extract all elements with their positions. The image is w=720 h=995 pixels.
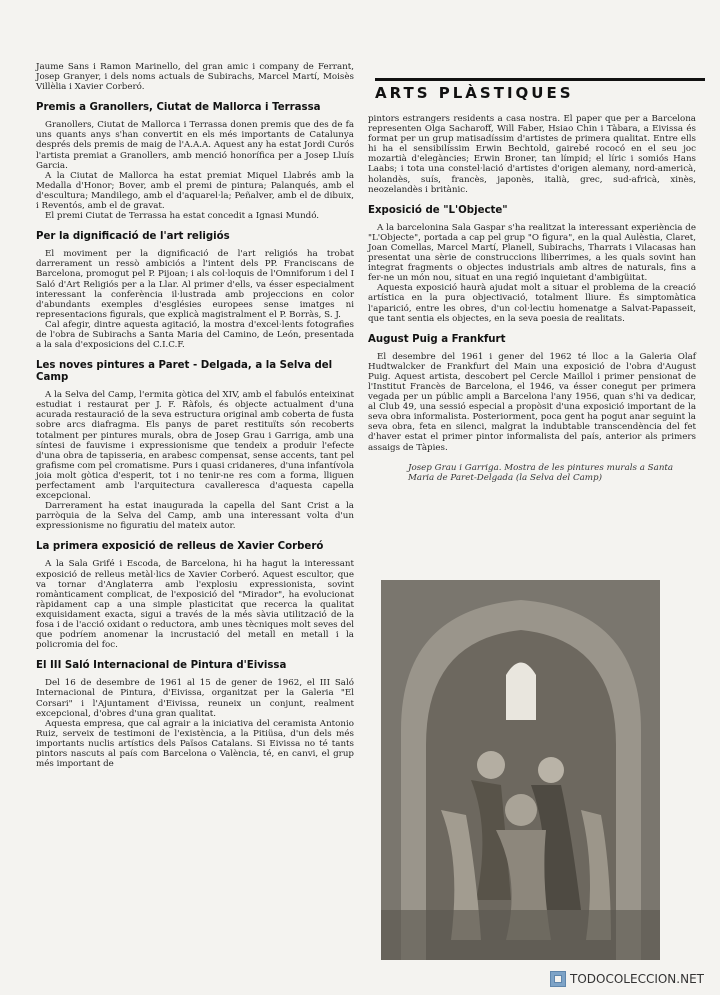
heading-art-religios: Per la dignificació de l'art religiós [36,231,230,243]
footer [0,965,720,995]
watermark-logo [550,971,704,987]
paragraph: El moviment per la dignificació de l'art religiós ha trobat darrerament un ressò ambiciós a l'intent dels PP. Franciscans de Barcelona, promogut pel P. Pijoan; i als col·loquis de l'Omniforum i del I Saló d'Art Religiós per a la Llar. Al primer d'ells, va ésser especialment interessant la conferència il·lustrada amb projeccions en color d'abundants exemples d'esglésies europees sense imatges ni representacions figurals, que explicà magistralment el P. Borràs, S. J. [36,249,354,320]
heading-salo-eivissa: El III Saló Internacional de Pintura d'Eivissa [36,660,287,672]
photo-caption: Josep Grau i Garriga. Mostra de les pintures murals a Santa Maria de Paret-Delgada (la Selva del Camp) [408,462,674,484]
left-column [36,62,354,769]
heading-august-puig: August Puig a Frankfurt [368,333,506,345]
logo-icon [550,971,566,987]
paragraph: Cal afegir, dintre aquesta agitació, la mostra d'excel·lents fotografies de l'obra de Subirachs a Santa Maria del Camino, de León, presentada a la sala d'exposicions del C.I.C.F. [36,319,354,351]
watermark-text: TODOCOLECCION.NET [570,972,704,986]
heading-paret-delgada: Les noves pintures a Paret - Delgada, a la Selva del Camp [36,360,333,384]
paragraph: El desembre del 1961 i gener del 1962 té lloc a la Galeria Olaf Hudtwalcker de Frankfurt del Main una exposició de l'obra d'August Puig. Aquest artista, descobert pel Cercle Maillol i primer pensionat de l'Institut Francès de Barcelona, el 1946, va ésser conegut per primera vegada per un públic ampli a Barcelona l'any 1956, quan s'hi va dedicar, al Club 49, una sessió especial a propòsit d'una exposició important de la seva obra informalista. Posteriorment, poca gent ha pogut anar seguint la seva obra, feta en silenci, malgrat la indubtable transcendència del fet d'haver estat el primer pintor informalista del país, anterior als primers assaigs de Tàpies. [368,351,696,453]
heading-premis: Premis a Granollers, Ciutat de Mallorca i Terrassa [36,102,321,114]
mural-photo-image [381,580,660,960]
paragraph: El premi Ciutat de Terrassa ha estat concedit a Ignasi Mundó. [45,211,320,222]
section-header [375,78,705,102]
paragraph: Darrerament ha estat inaugurada la capella del Sant Crist a la parròquia de la Selva del Camp, amb una interessant volta d'un expressionisme no figuratiu del mateix autor. [36,501,354,532]
paragraph: Granollers, Ciutat de Mallorca i Terrassa donen premis que des de fa uns quants anys s'han convertit en els més importants de Catalunya després dels premis de maig de l'A.A.A. Aquest any ha estat Jordi Curós l'artista premiat a Granollers, amb menció honorífica per a Josep Lluís Garcia. [36,120,354,171]
paragraph: A la Selva del Camp, l'ermita gòtica del XIV, amb el fabulós enteixinat estudiat i restaurat per J. F. Ràfols, és objecte actualment d'una acurada restauració de la seva estructura original amb coberta de fusta sobre arcs diafragma. Els panys de paret restituïts són recoberts totalment per pintures murals, obra de Josep Grau i Garriga, amb una síntesi de fauvisme i expressionisme que tendeix a produir l'efecte d'una obra de tapisseria, en arabesc compensat, sense accents, tant pel grafisme com pel cromatisme. Purs i quasi cridaneres, d'una infantívola joia molt gòtica d'esperit, tot i no tenir-ne res com a forma, lliguen perfectament amb l'arquitectura cavalleresca d'aquesta capella excepcional. [36,390,354,502]
paragraph: A la Sala Grifé i Escoda, de Barcelona, hi ha hagut la interessant exposició de relleus metàl·lics de Xavier Corberó. Aquest escultor, que va tornar d'Anglaterra amb l'explosiu expressionista, sovint romànticament complicat, de l'exposició del "Mirador", ha evolucionat ràpidament cap a una simple plasticitat que recerca la qualitat exquisidament exacta, sigui a través de la més sàvia utilització de la fosa i de l'acció oxidant o reductora, amb unes tècniques molt seves del que podríem anomenar la incrustació del metall en metall i la policromia del foc. [36,559,354,651]
paragraph: Aquesta empresa, que cal agrair a la iniciativa del ceramista Antonio Ruiz, serveix de testimoni de l'existència, a la Pitiüsa, d'un dels més importants nuclis artístics dels Països Catalans. Si Eivissa no té tants pintors nascuts al país com Barcelona o València, té, en canvi, el grup més important de [36,718,354,770]
heading-objecte: Exposició de "L'Objecte" [368,204,508,216]
right-column [368,114,696,484]
paragraph: A la barcelonina Sala Gaspar s'ha realitzat la interessant experiència de "L'Objecte", portada a cap pel grup "O figura", en la qual Aulèstia, Claret, Joan Comellas, Marcel Martí, Planell, Subirachs, Tharrats i Vilacasas han presentat una sèrie de construccions lliberrimes, a les quals sovint han integrat fragments o objectes industrials amb altres de naturals, fins a fer-ne un món nou, situat en una regió inquietant d'ambigüitat. [368,222,696,284]
paragraph: Del 16 de desembre de 1961 al 15 de gener de 1962, el III Saló Internacional de Pintura, d'Eivissa, organitzat per la Galeria "El Corsari" i l'Ajuntament d'Eivissa, reuneix un conjunt, realment excepcional, d'obres d'una gran qualitat. [36,678,354,719]
continued-paragraph: pintors estrangers residents a casa nostra. El paper que per a Barcelona representen Olga Sacharoff, Will Faber, Hsiao Chin i Tàbara, a Eivissa és format per un grup matisadíssim d'artistes de primera qualitat. Entre ells hi ha el sensibilíssim Erwin Bechtold, gairebé rococó en el seu joc mozartià d'elegàncies; Erwin Broner, tan límpid; el líric i somiós Hans Laabs; i tota una constel·lació d'artistes d'origen alemany, nord-americà, holandès, suís, francès, japonès, italià, grec, sud-africà, xinès, neozelandès i britànic. [368,114,696,195]
heading-corbero: La primera exposició de relleus de Xavier Corberó [36,541,324,553]
intro-paragraph: Jaume Sans i Ramon Marinello, del gran amic i company de Ferrant, Josep Granyer, i dels noms actuals de Subirachs, Marcel Martí, Moisès Villèlia i Xavier Corberó. [36,62,354,93]
paragraph: A la Ciutat de Mallorca ha estat premiat Miquel Llabrés amb la Medalla d'Honor; Bover, amb el premi de pintura; Palanqués, amb el d'escultura; Mandilego, amb el d'aquarel·la; Peñalver, amb el de dibuix, i Reventós, amb el de gravat. [36,170,354,212]
paragraph: Aquesta exposició haurà ajudat molt a situar el problema de la creació artística en la pura objectivació, totalment lliure. És simptomàtica l'aparició, entre les obres, d'un col·lectiu homenatge a Salvat-Papasseit, que tant sentia els objectes, en la seva poesia de realitats. [368,283,696,324]
mural-photo [381,580,660,960]
section-title: ARTS PLÀSTIQUES [375,84,574,102]
